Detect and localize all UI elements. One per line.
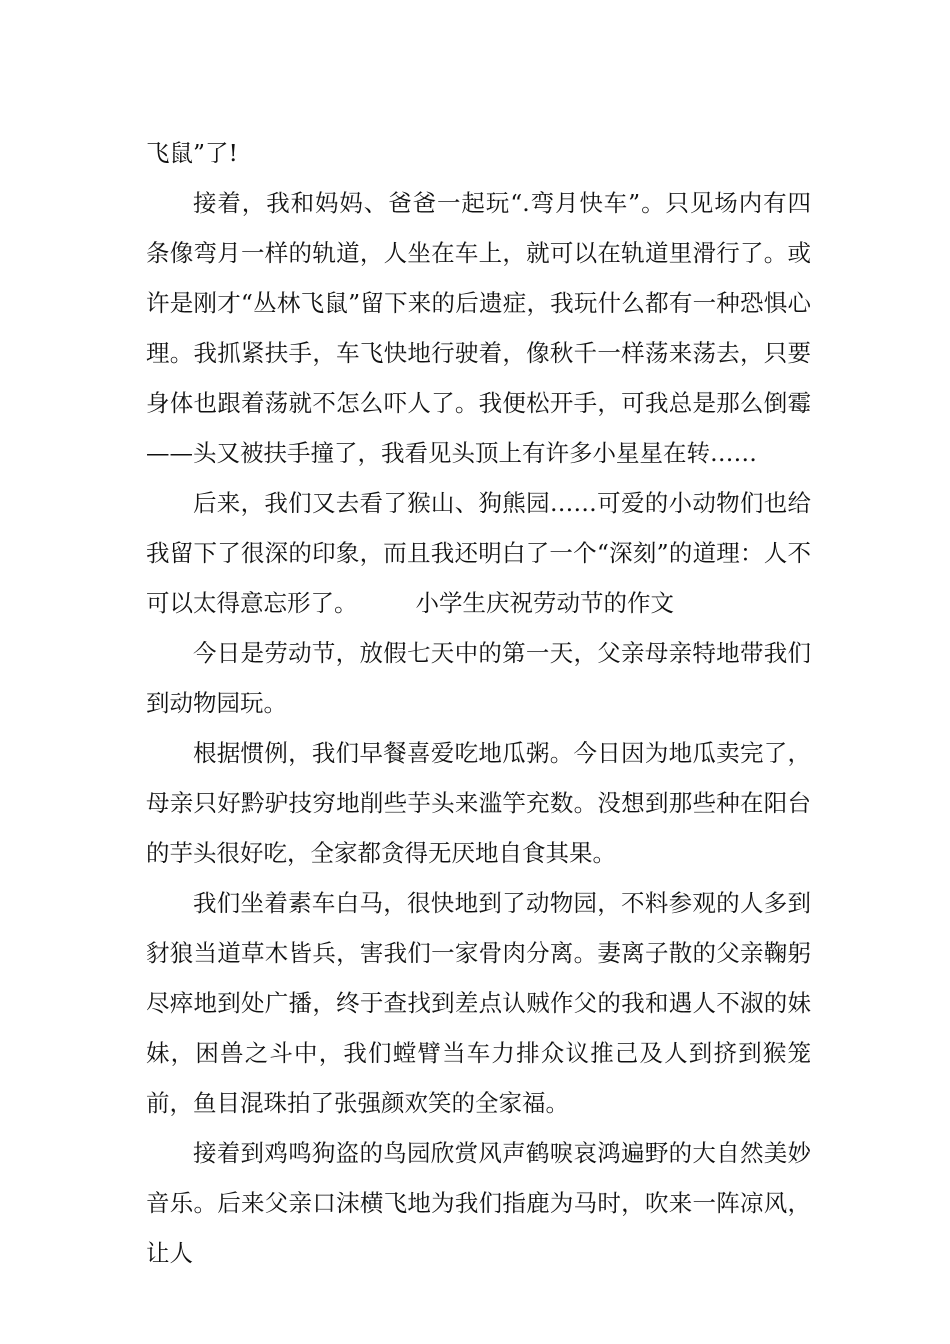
paragraph-monkey-hill [146, 478, 811, 628]
paragraph-monkey-hill-text: 后来，我们又去看了猴山、狗熊园……可爱的小动物们也给我留下了很深的印象，而且我还明白了一个“深刻”的道理：人不可以太得意忘形了。 [146, 489, 811, 617]
paragraph-curved-moon-coaster: 接着，我和妈妈、爸爸一起玩“.弯月快车”。只见场内有四条像弯月一样的轨道，人坐在车上，就可以在轨道里滑行了。或许是刚才“丛林飞鼠”留下来的后遗症，我玩什么都有一种恐惧心理。我抓紧扶手，车飞快地行驶着，像秋千一样荡来荡去，只要身体也跟着荡就不怎么吓人了。我便松开手，可我总是那么倒霉——头又被扶手撞了，我看见头顶上有许多小星星在转…… [146, 189, 811, 467]
paragraph-zoo-crowd: 我们坐着素车白马，很快地到了动物园，不料参观的人多到豺狼当道草木皆兵，害我们一家骨肉分离。妻离子散的父亲鞠躬尽瘁地到处广播，终于查找到差点认贼作父的我和遇人不淑的妹妹，困兽之斗中，我们螳臂当车力排众议推己及人到挤到猴笼前，鱼目混珠拍了张强颜欢笑的全家福。 [146, 889, 811, 1117]
essay-title: 小学生庆祝劳动节的作文 [415, 589, 674, 617]
paragraph-continuation: 飞鼠”了! [146, 139, 238, 167]
paragraph-bird-park: 接着到鸡鸣狗盗的鸟园欣赏风声鹤唳哀鸿遍野的大自然美妙音乐。后来父亲口沫横飞地为我们指鹿为马时，吹来一阵凉风，让人 [146, 1139, 811, 1267]
document-body [146, 128, 811, 1278]
paragraph-labor-day: 今日是劳动节，放假七天中的第一天，父亲母亲特地带我们到动物园玩。 [146, 639, 811, 717]
paragraph-breakfast: 根据惯例，我们早餐喜爱吃地瓜粥。今日因为地瓜卖完了，母亲只好黔驴技穷地削些芋头来滥竽充数。没想到那些种在阳台的芋头很好吃，全家都贪得无厌地自食其果。 [146, 739, 811, 867]
